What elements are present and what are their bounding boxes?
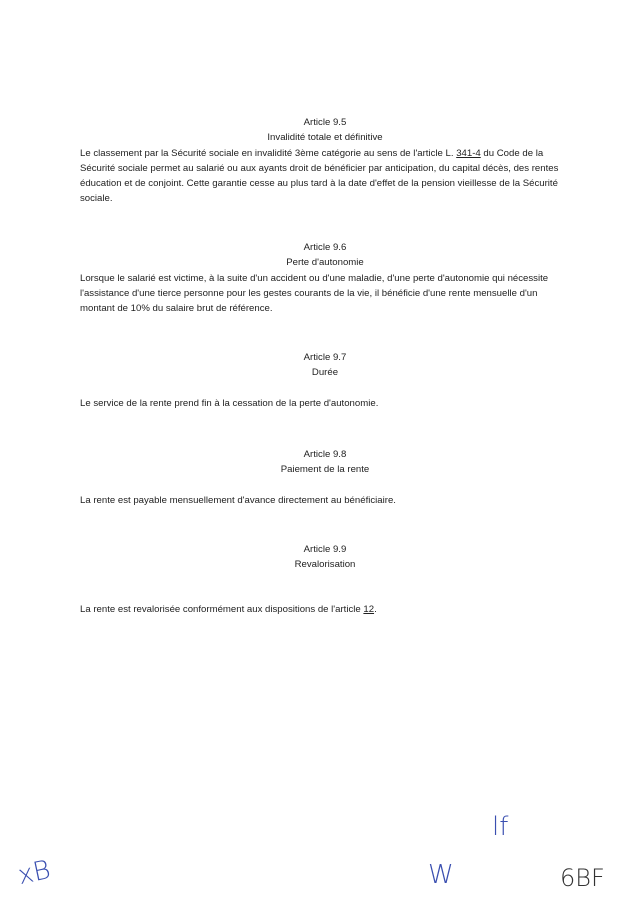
- initials-bottom-right: 6BF: [560, 864, 605, 892]
- article-9-7: [80, 350, 570, 411]
- article-body-text: .: [374, 604, 377, 615]
- article-link[interactable]: 341-4: [456, 148, 481, 159]
- article-title: Revalorisation: [294, 559, 356, 570]
- initials-right-upper: lf: [492, 812, 509, 842]
- article-body: Le service de la rente prend fin à la cessation de la perte d'autonomie.: [80, 398, 379, 409]
- article-body: [80, 146, 570, 206]
- article-number: Article 9.6: [303, 242, 347, 253]
- article-link[interactable]: 12: [363, 604, 375, 615]
- article-title: Paiement de la rente: [280, 464, 370, 475]
- article-title: Durée: [311, 367, 339, 378]
- article-number: Article 9.7: [303, 352, 347, 363]
- article-9-9: [80, 542, 570, 617]
- article-body: [80, 602, 570, 617]
- article-number: Article 9.8: [303, 449, 347, 460]
- article-number: Article 9.9: [303, 544, 347, 555]
- article-body-text: du Code de la Sécurité sociale permet au salarié ou aux ayants droit de bénéficier par anticipation, du capital décès, des rentes éducation et de conjoint. Cette garantie cesse au plus tard à la date d'effet de la pension vieillesse de la Sécurité sociale.: [80, 148, 559, 204]
- article-body: La rente est payable mensuellement d'avance directement au bénéficiaire.: [80, 495, 396, 506]
- article-number: Article 9.5: [303, 117, 347, 128]
- article-9-5: [80, 115, 570, 206]
- article-title: Perte d'autonomie: [286, 257, 364, 268]
- article-body: Lorsque le salarié est victime, à la suite d'un accident ou d'une maladie, d'une perte d'autonomie qui nécessite l'assistance d'une tierce personne pour les gestes courants de la vie, il bénéficie d'une rente mensuelle d'un montant de 10% du salaire brut de référence.: [80, 273, 549, 314]
- article-9-6: [80, 240, 570, 316]
- article-9-8: [80, 447, 570, 508]
- article-body-text: La rente est revalorisée conformément aux dispositions de l'article: [80, 604, 364, 615]
- article-body-text: Le classement par la Sécurité sociale en invalidité 3ème catégorie au sens de l'article L.: [80, 148, 457, 159]
- article-title: Invalidité totale et définitive: [267, 132, 383, 143]
- initials-bottom-left: xB: [15, 854, 54, 892]
- initials-middle: W: [428, 860, 454, 890]
